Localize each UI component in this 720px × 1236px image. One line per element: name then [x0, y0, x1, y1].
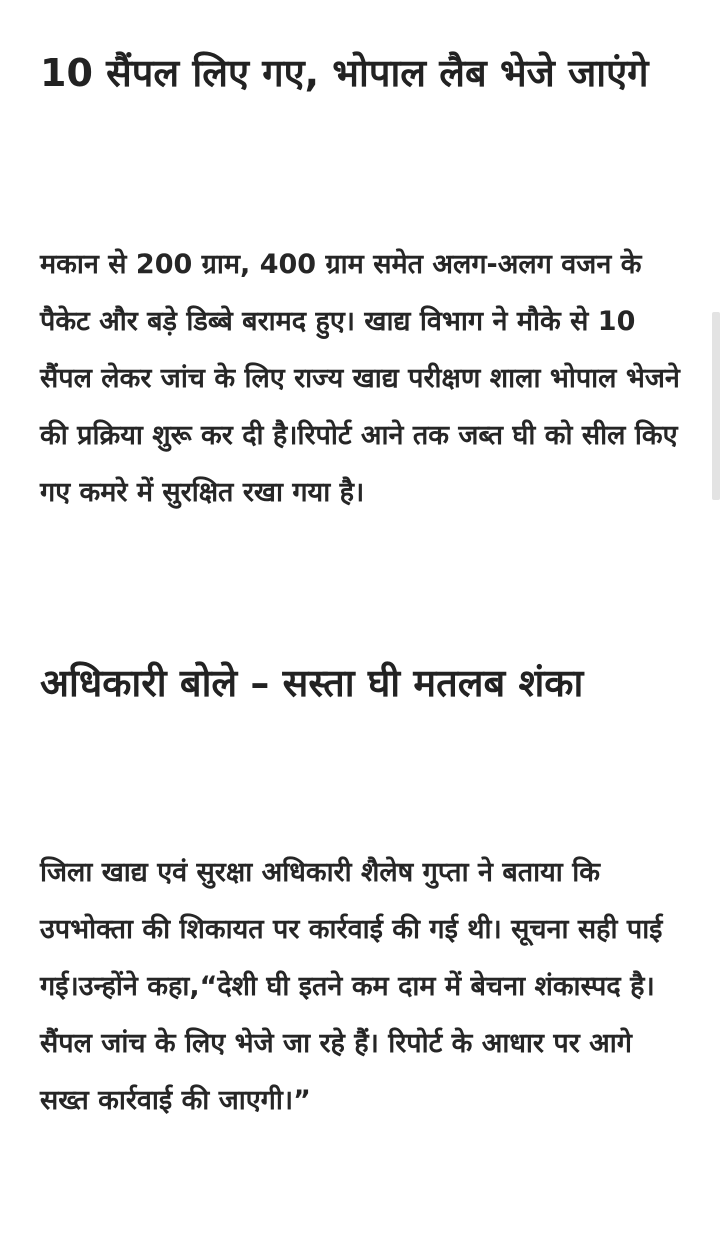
scrollbar-thumb[interactable]: [712, 312, 720, 500]
section-paragraph-samples: मकान से 200 ग्राम, 400 ग्राम समेत अलग-अलग वजन के पैकेट और बड़े डिब्बे बरामद हुए। खाद्य विभाग ने मौके से 10 सैंपल लेकर जांच के लिए राज्य खाद्य परीक्षण शाला भोपाल भेजने की प्रक्रिया शुरू कर दी है।रिपोर्ट आने तक जब्त घी को सील किए गए कमरे में सुरक्षित रखा गया है।: [40, 249, 680, 508]
section-paragraph-officer: जिला खाद्य एवं सुरक्षा अधिकारी शैलेष गुप्ता ने बताया कि उपभोक्ता की शिकायत पर कार्रवाई की गई थी। सूचना सही पाई गई।उन्होंने कहा,“देशी घी इतने कम दाम में बेचना शंकास्पद है। सैंपल जांच के लिए भेजे जा रहे हैं। रिपोर्ट के आधार पर आगे सख्त कार्रवाई की जाएगी।”: [40, 857, 663, 1116]
section-heading-samples: 10 सैंपल लिए गए, भोपाल लैब भेजे जाएंगे: [40, 51, 649, 95]
section-heading-officer: अधिकारी बोले – सस्ता घी मतलब शंका: [40, 661, 584, 705]
